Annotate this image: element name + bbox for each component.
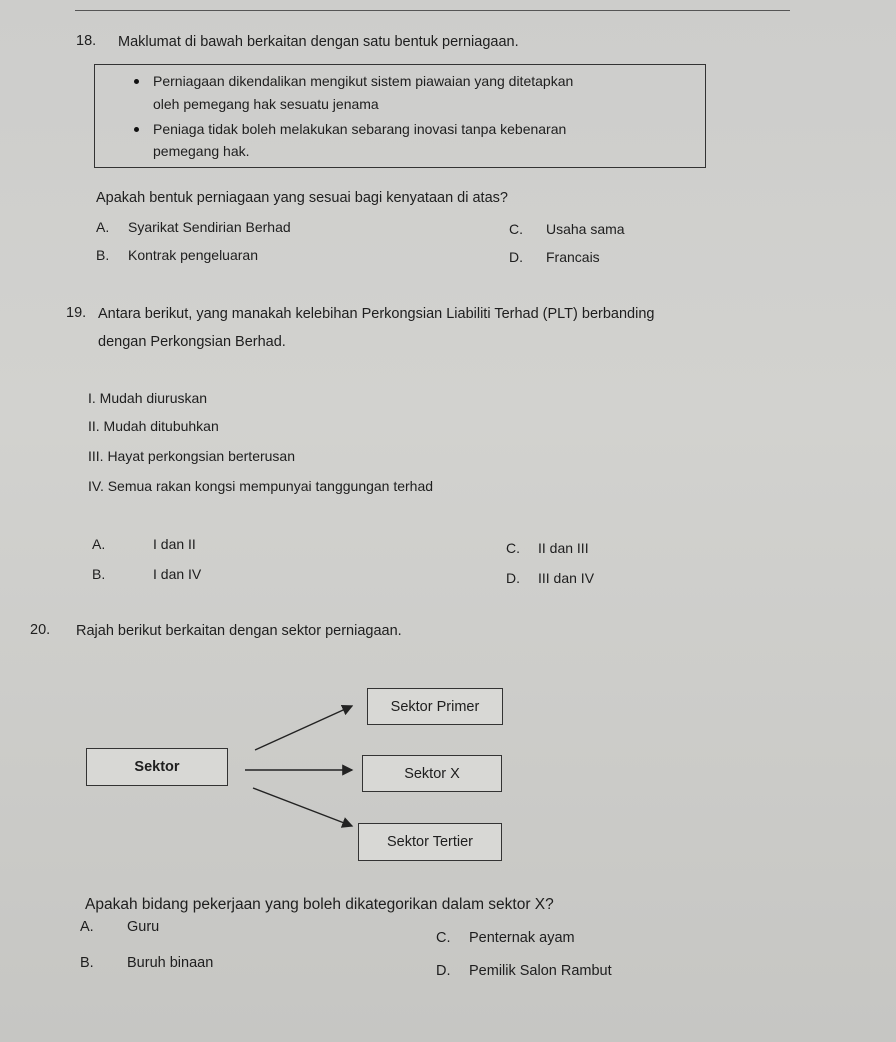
q20-stem: Rajah berikut berkaitan dengan sektor perniagaan.	[76, 623, 402, 639]
q20-option-letter: C.	[436, 930, 451, 946]
q19-option-letter: D.	[506, 570, 520, 586]
q20-number: 20.	[30, 622, 51, 638]
q18-option-d: Francais	[546, 249, 600, 265]
q18-number: 18.	[76, 33, 97, 49]
q20-option-d: Pemilik Salon Rambut	[469, 963, 612, 979]
q19-option-letter: C.	[506, 540, 520, 556]
q19-statement: II. Mudah ditubuhkan	[88, 418, 219, 434]
q20-option-letter: A.	[80, 919, 94, 935]
diagram-label-primer: Sektor Primer	[390, 698, 480, 715]
diagram-source-label: Sektor	[134, 759, 180, 775]
q19-option-letter: A.	[92, 536, 106, 552]
q18-option-letter: C.	[509, 221, 523, 237]
q20-option-letter: D.	[436, 963, 451, 979]
q18-info-line: pemegang hak.	[153, 143, 250, 159]
q20-option-c: Penternak ayam	[469, 930, 575, 946]
q18-question: Apakah bentuk perniagaan yang sesuai bagi kenyataan di atas?	[96, 190, 508, 206]
q18-option-a: Syarikat Sendirian Berhad	[128, 219, 291, 235]
q19-option-letter: B.	[92, 566, 106, 582]
diagram-label-x: Sektor X	[404, 765, 460, 782]
q19-option-c: II dan III	[538, 540, 589, 556]
q20-option-letter: B.	[80, 955, 94, 971]
arrow-to-primer	[255, 706, 352, 750]
q19-stem-line1: Antara berikut, yang manakah kelebihan Perkongsian Liabiliti Terhad (PLT) berbanding	[98, 306, 655, 322]
q20-option-a: Guru	[127, 919, 160, 935]
q19-stem-line2: dengan Perkongsian Berhad.	[98, 334, 286, 350]
q18-info-line: oleh pemegang hak sesuatu jenama	[153, 96, 379, 112]
q19-statement: IV. Semua rakan kongsi mempunyai tanggungan terhad	[88, 478, 434, 494]
q18-info-line: Perniagaan dikendalikan mengikut sistem piawaian yang ditetapkan	[153, 73, 574, 89]
q19-statement: I. Mudah diuruskan	[88, 390, 208, 406]
q19-number: 19.	[66, 305, 87, 321]
q19-option-a: I dan II	[153, 536, 196, 552]
q18-option-letter: D.	[509, 249, 523, 265]
q20-question: Apakah bidang pekerjaan yang boleh dikategorikan dalam sektor X?	[85, 896, 554, 913]
q19-option-b: I dan IV	[153, 566, 202, 582]
arrow-to-tertier	[253, 788, 352, 826]
q18-option-c: Usaha sama	[546, 221, 625, 237]
q19-statement: III. Hayat perkongsian berterusan	[88, 448, 296, 464]
q18-info-line: Peniaga tidak boleh melakukan sebarang inovasi tanpa kebenaran	[153, 121, 567, 137]
q19-option-d: III dan IV	[538, 570, 595, 586]
diagram-label-tertier: Sektor Tertier	[387, 834, 473, 850]
q20-option-b: Buruh binaan	[127, 955, 214, 971]
q18-option-letter: A.	[96, 219, 110, 235]
q18-option-b: Kontrak pengeluaran	[128, 247, 258, 263]
q18-stem: Maklumat di bawah berkaitan dengan satu bentuk perniagaan.	[118, 34, 519, 50]
q18-option-letter: B.	[96, 247, 110, 263]
